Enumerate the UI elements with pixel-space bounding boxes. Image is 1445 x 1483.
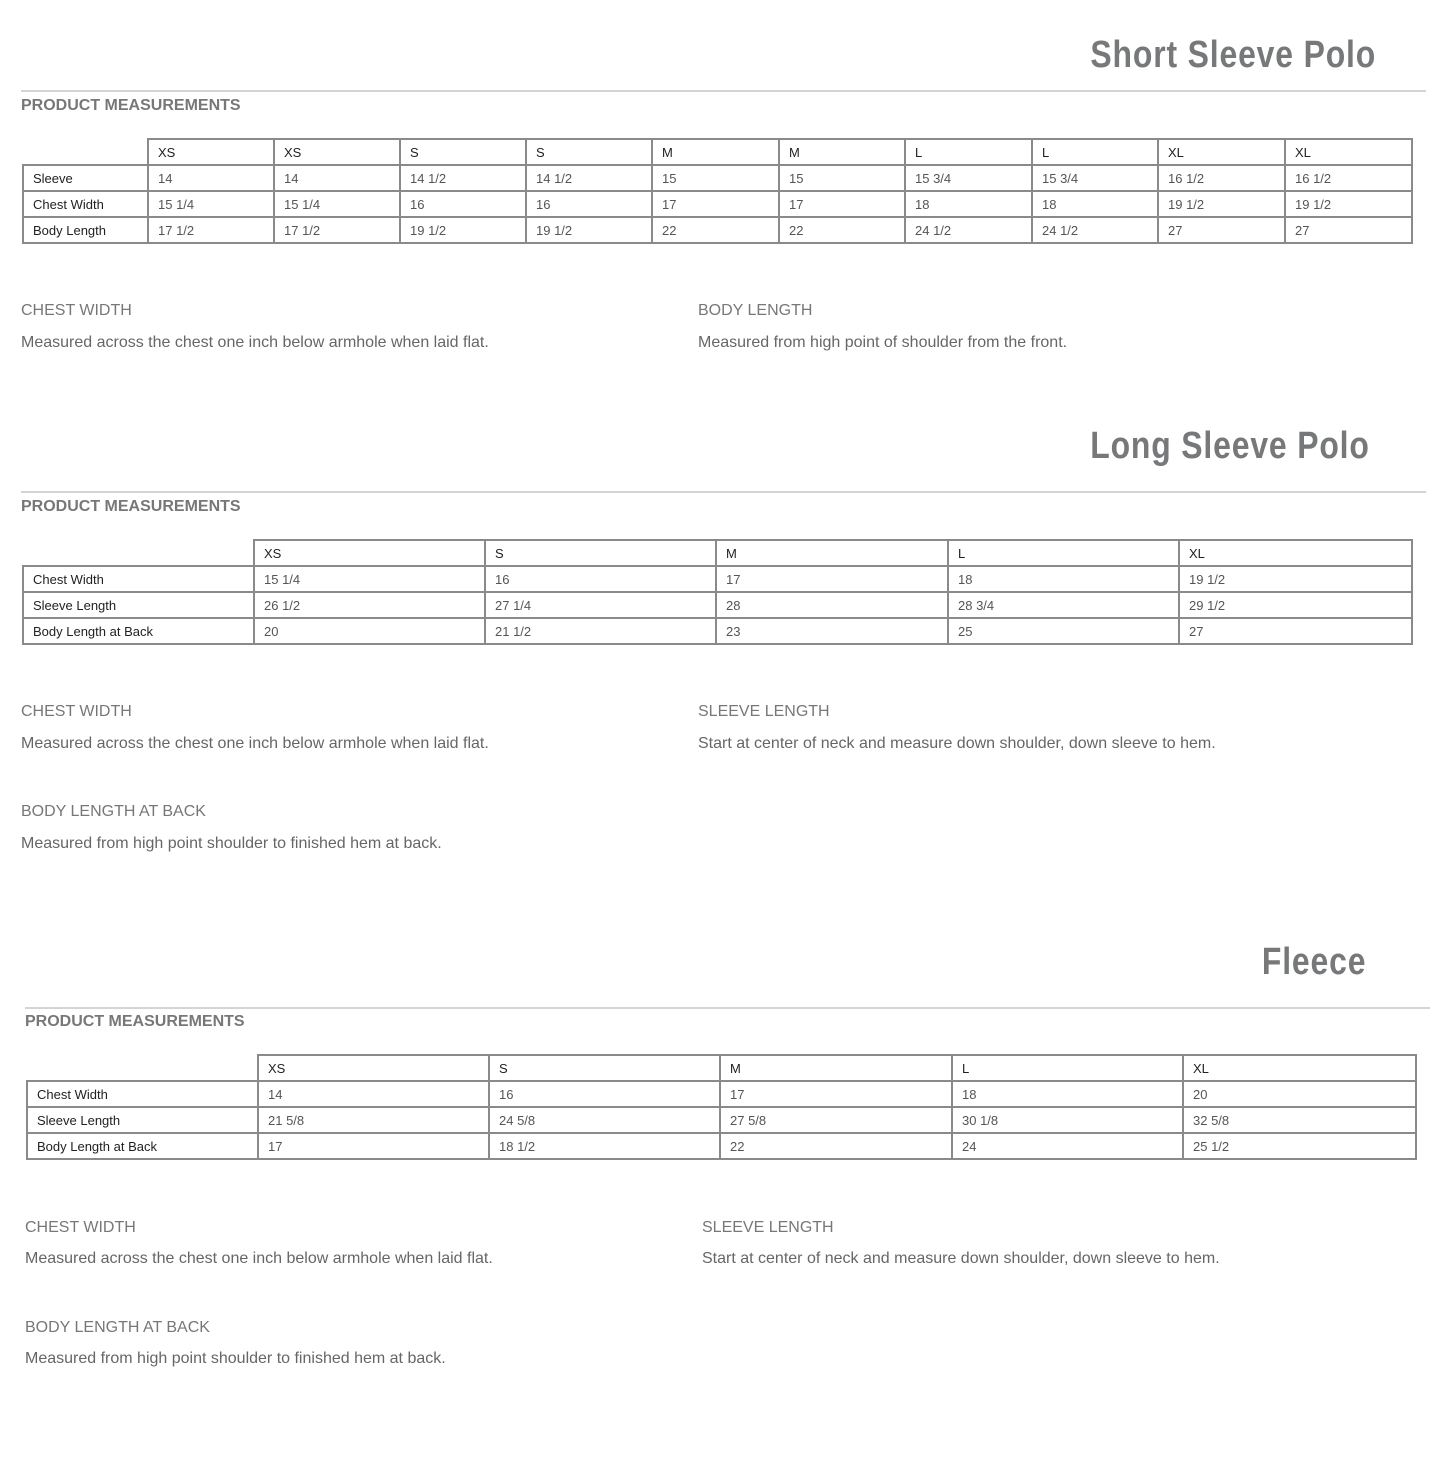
divider <box>25 1007 1430 1009</box>
size-header: XL <box>1285 139 1412 165</box>
definition-text-chest-width: Measured across the chest one inch below armhole when laid flat. <box>21 334 489 351</box>
cell: 17 <box>720 1081 952 1107</box>
cell: 14 <box>274 165 400 191</box>
definition-text-sleeve-length: Start at center of neck and measure down shoulder, down sleeve to hem. <box>698 735 1216 752</box>
cell: 24 5/8 <box>489 1107 720 1133</box>
cell: 22 <box>652 217 779 243</box>
row-label: Body Length at Back <box>27 1133 258 1159</box>
definition-heading-chest-width: CHEST WIDTH <box>25 1219 136 1236</box>
definition-heading-sleeve-length: SLEEVE LENGTH <box>698 703 830 720</box>
definition-text-body-length-at-back: Measured from high point shoulder to finished hem at back. <box>25 1350 446 1367</box>
divider <box>21 90 1426 92</box>
cell: 20 <box>254 618 485 644</box>
cell: 24 <box>952 1133 1183 1159</box>
cell: 30 1/8 <box>952 1107 1183 1133</box>
cell: 15 3/4 <box>905 165 1032 191</box>
size-header: XS <box>258 1055 489 1081</box>
cell: 27 <box>1179 618 1412 644</box>
definition-heading-body-length: BODY LENGTH <box>698 302 813 319</box>
cell: 17 <box>652 191 779 217</box>
size-header: XL <box>1183 1055 1416 1081</box>
cell: 16 <box>485 566 716 592</box>
table-row <box>23 191 1412 217</box>
cell: 18 <box>1032 191 1158 217</box>
cell: 17 1/2 <box>148 217 274 243</box>
cell: 20 <box>1183 1081 1416 1107</box>
definition-text-sleeve-length: Start at center of neck and measure down shoulder, down sleeve to hem. <box>702 1250 1220 1267</box>
definition-heading-sleeve-length: SLEEVE LENGTH <box>702 1219 834 1236</box>
size-header: L <box>1032 139 1158 165</box>
table-row <box>23 566 1412 592</box>
product-measurements-label: PRODUCT MEASUREMENTS <box>21 498 241 515</box>
row-label: Sleeve Length <box>23 592 254 618</box>
cell: 27 1/4 <box>485 592 716 618</box>
definition-heading-chest-width: CHEST WIDTH <box>21 703 132 720</box>
blank-cell <box>23 139 148 165</box>
cell: 28 <box>716 592 948 618</box>
definition-heading-body-length-at-back: BODY LENGTH AT BACK <box>21 803 206 820</box>
cell: 28 3/4 <box>948 592 1179 618</box>
cell: 19 1/2 <box>1285 191 1412 217</box>
size-header: XS <box>274 139 400 165</box>
short-sleeve-measurements-table <box>22 138 1413 244</box>
cell: 27 5/8 <box>720 1107 952 1133</box>
product-measurements-label: PRODUCT MEASUREMENTS <box>25 1013 245 1030</box>
size-header-row <box>23 540 1412 566</box>
cell: 19 1/2 <box>400 217 526 243</box>
size-header: M <box>779 139 905 165</box>
cell: 14 <box>258 1081 489 1107</box>
definition-text-chest-width: Measured across the chest one inch below armhole when laid flat. <box>25 1250 493 1267</box>
table-row <box>23 618 1412 644</box>
table-row <box>27 1107 1416 1133</box>
table-row <box>23 165 1412 191</box>
cell: 15 1/4 <box>254 566 485 592</box>
cell: 15 <box>652 165 779 191</box>
row-label: Body Length <box>23 217 148 243</box>
size-header: S <box>400 139 526 165</box>
size-header-row <box>23 139 1412 165</box>
row-label: Sleeve <box>23 165 148 191</box>
size-header: S <box>489 1055 720 1081</box>
cell: 19 1/2 <box>1158 191 1285 217</box>
definition-heading-body-length-at-back: BODY LENGTH AT BACK <box>25 1319 210 1336</box>
cell: 21 1/2 <box>485 618 716 644</box>
cell: 17 <box>779 191 905 217</box>
cell: 19 1/2 <box>526 217 652 243</box>
definition-text-body-length-at-back: Measured from high point shoulder to finished hem at back. <box>21 835 442 852</box>
cell: 21 5/8 <box>258 1107 489 1133</box>
cell: 18 <box>905 191 1032 217</box>
size-header: XS <box>148 139 274 165</box>
cell: 18 1/2 <box>489 1133 720 1159</box>
cell: 14 <box>148 165 274 191</box>
cell: 16 <box>489 1081 720 1107</box>
cell: 16 <box>526 191 652 217</box>
cell: 15 1/4 <box>148 191 274 217</box>
cell: 15 1/4 <box>274 191 400 217</box>
size-header: S <box>485 540 716 566</box>
size-header: L <box>948 540 1179 566</box>
row-label: Chest Width <box>27 1081 258 1107</box>
cell: 25 1/2 <box>1183 1133 1416 1159</box>
cell: 16 1/2 <box>1158 165 1285 191</box>
definition-text-chest-width: Measured across the chest one inch below armhole when laid flat. <box>21 735 489 752</box>
table-row <box>27 1133 1416 1159</box>
row-label: Chest Width <box>23 191 148 217</box>
cell: 22 <box>779 217 905 243</box>
cell: 15 3/4 <box>1032 165 1158 191</box>
size-header: S <box>526 139 652 165</box>
cell: 18 <box>952 1081 1183 1107</box>
blank-cell <box>27 1055 258 1081</box>
size-header: L <box>952 1055 1183 1081</box>
table-row <box>27 1081 1416 1107</box>
size-header: XL <box>1158 139 1285 165</box>
table-row <box>23 592 1412 618</box>
cell: 16 1/2 <box>1285 165 1412 191</box>
row-label: Sleeve Length <box>27 1107 258 1133</box>
cell: 26 1/2 <box>254 592 485 618</box>
definition-heading-chest-width: CHEST WIDTH <box>21 302 132 319</box>
cell: 14 1/2 <box>400 165 526 191</box>
cell: 25 <box>948 618 1179 644</box>
cell: 17 1/2 <box>274 217 400 243</box>
cell: 17 <box>258 1133 489 1159</box>
section-title-fleece: Fleece <box>1261 941 1366 983</box>
cell: 23 <box>716 618 948 644</box>
size-header-row <box>27 1055 1416 1081</box>
section-title-short-sleeve-polo: Short Sleeve Polo <box>1090 34 1376 76</box>
cell: 15 <box>779 165 905 191</box>
cell: 24 1/2 <box>1032 217 1158 243</box>
cell: 17 <box>716 566 948 592</box>
size-header: M <box>720 1055 952 1081</box>
row-label: Chest Width <box>23 566 254 592</box>
cell: 14 1/2 <box>526 165 652 191</box>
blank-cell <box>23 540 254 566</box>
size-header: M <box>652 139 779 165</box>
section-title-long-sleeve-polo: Long Sleeve Polo <box>1090 425 1370 467</box>
cell: 22 <box>720 1133 952 1159</box>
cell: 18 <box>948 566 1179 592</box>
fleece-measurements-table <box>26 1054 1417 1160</box>
cell: 27 <box>1158 217 1285 243</box>
table-row <box>23 217 1412 243</box>
cell: 24 1/2 <box>905 217 1032 243</box>
product-measurements-label: PRODUCT MEASUREMENTS <box>21 97 241 114</box>
size-header: XS <box>254 540 485 566</box>
size-header: M <box>716 540 948 566</box>
size-header: XL <box>1179 540 1412 566</box>
row-label: Body Length at Back <box>23 618 254 644</box>
long-sleeve-measurements-table <box>22 539 1413 645</box>
definition-text-body-length: Measured from high point of shoulder from the front. <box>698 334 1068 351</box>
cell: 32 5/8 <box>1183 1107 1416 1133</box>
cell: 16 <box>400 191 526 217</box>
cell: 29 1/2 <box>1179 592 1412 618</box>
cell: 19 1/2 <box>1179 566 1412 592</box>
cell: 27 <box>1285 217 1412 243</box>
divider <box>21 491 1426 493</box>
size-header: L <box>905 139 1032 165</box>
